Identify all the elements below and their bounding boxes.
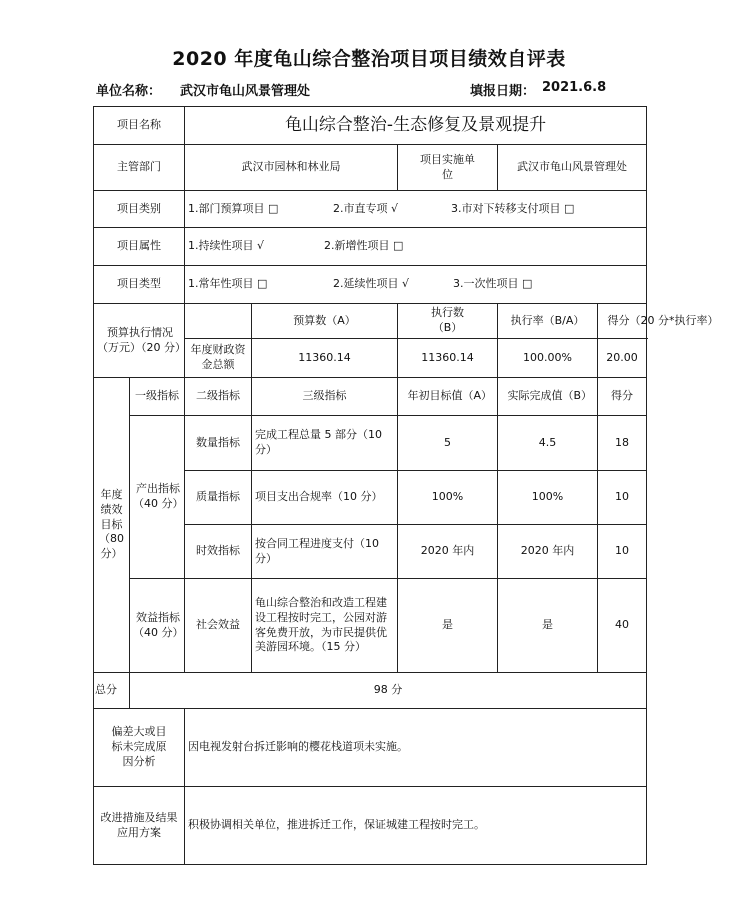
type-row [94,266,647,304]
impl-unit-value: 武汉市龟山风景管理处 [498,145,647,191]
impl-unit-label: 项目实施单位 [398,145,498,191]
report-date-value: 2021.6.8 [542,80,607,95]
category-option-2: 2.市直专项 √ [333,201,399,215]
deviation-label: 偏差大或目标未完成原因分析 [94,709,185,787]
indicator-level2: 时效指标 [185,525,252,579]
deviation-row [94,709,647,787]
indicator-row [94,416,647,471]
indicator-actual: 是 [498,579,598,673]
executed-header: 执行数（B） [398,304,498,339]
indicator-level3: 项目支出合规率（10 分） [252,471,398,525]
department-row [94,145,647,191]
category-label: 项目类别 [94,191,185,228]
category-row [94,191,647,228]
unit-name-value: 武汉市龟山风景管理处 [180,84,311,99]
department-label: 主管部门 [94,145,185,191]
level1-header: 一级指标 [130,378,185,416]
category-option-1: 1.部门预算项目 □ [188,201,279,215]
output-label: 产出指标（40 分） [130,416,185,579]
indicator-target: 是 [398,579,498,673]
project-name-label: 项目名称 [94,107,185,145]
indicator-target: 5 [398,416,498,471]
evaluation-table [93,106,719,865]
executed-value: 11360.14 [398,339,498,378]
score-header: 得分 [598,378,647,416]
indicator-score: 40 [598,579,647,673]
type-option-1: 1.常年性项目 □ [188,277,268,291]
perf-label: 年度绩效目标（80 分） [94,378,130,673]
unit-name-label: 单位名称： [96,84,162,99]
total-label: 总分 [94,673,130,709]
attribute-row [94,228,647,266]
target-header: 年初目标值（A） [398,378,498,416]
perf-header-row [94,378,647,416]
fund-total-label: 年度财政资金总额 [185,339,252,378]
indicator-target: 2020 年内 [398,525,498,579]
category-option-3: 3.市对下转移支付项目 □ [451,201,575,215]
benefit-label: 效益指标（40 分） [130,579,185,673]
indicator-target: 100% [398,471,498,525]
type-option-2: 2.延续性项目 √ [333,277,410,291]
actual-header: 实际完成值（B） [498,378,598,416]
budget-value: 11360.14 [252,339,398,378]
page-title: 2020 年度龟山综合整治项目项目绩效自评表 [172,48,566,70]
department-value: 武汉市园林和林业局 [185,145,398,191]
type-options [185,266,647,304]
category-options [185,191,647,228]
indicator-level2: 数量指标 [185,416,252,471]
attribute-option-1: 1.持续性项目 √ [188,239,265,253]
indicator-actual: 4.5 [498,416,598,471]
indicator-actual: 2020 年内 [498,525,598,579]
budget-label: 预算执行情况（万元）（20 分） [94,304,185,378]
attribute-label: 项目属性 [94,228,185,266]
rate-header: 执行率（B/A） [498,304,598,339]
indicator-actual: 100% [498,471,598,525]
indicator-score: 10 [598,525,647,579]
total-value: 98 分 [130,673,647,709]
type-label: 项目类型 [94,266,185,304]
indicator-level2: 社会效益 [185,579,252,673]
indicator-score: 18 [598,416,647,471]
level3-header: 三级指标 [252,378,398,416]
indicator-level3: 龟山综合整治和改造工程建设工程按时完工，公园对游客免费开放，为市民提供优美游园环境。（15 分） [252,579,398,673]
total-row [94,673,647,709]
level2-header: 二级指标 [185,378,252,416]
budget-score-value: 20.00 [598,339,647,378]
indicator-row [94,579,647,673]
rate-value: 100.00% [498,339,598,378]
indicator-level3: 完成工程总量 5 部分（10 分） [252,416,398,471]
indicator-level3: 按合同工程进度支付（10 分） [252,525,398,579]
indicator-score: 10 [598,471,647,525]
report-date-label: 填报日期： [470,84,536,99]
indicator-level2: 质量指标 [185,471,252,525]
attribute-option-2: 2.新增性项目 □ [324,239,404,253]
budget-score-header: 得分（20 分*执行率） [598,304,647,339]
attribute-options [185,228,647,266]
improvement-label: 改进措施及结果应用方案 [94,787,185,865]
improvement-row [94,787,647,865]
project-name-row [94,107,647,145]
improvement-value: 积极协调相关单位，推进拆迁工作，保证城建工程按时完工。 [185,787,647,865]
budget-header: 预算数（A） [252,304,398,339]
deviation-value: 因电视发射台拆迁影响的樱花栈道项未实施。 [185,709,647,787]
type-option-3: 3.一次性项目 □ [453,277,533,291]
project-name-value: 龟山综合整治-生态修复及景观提升 [185,107,647,145]
budget-empty-cell [185,304,252,339]
budget-header-row [94,304,647,339]
